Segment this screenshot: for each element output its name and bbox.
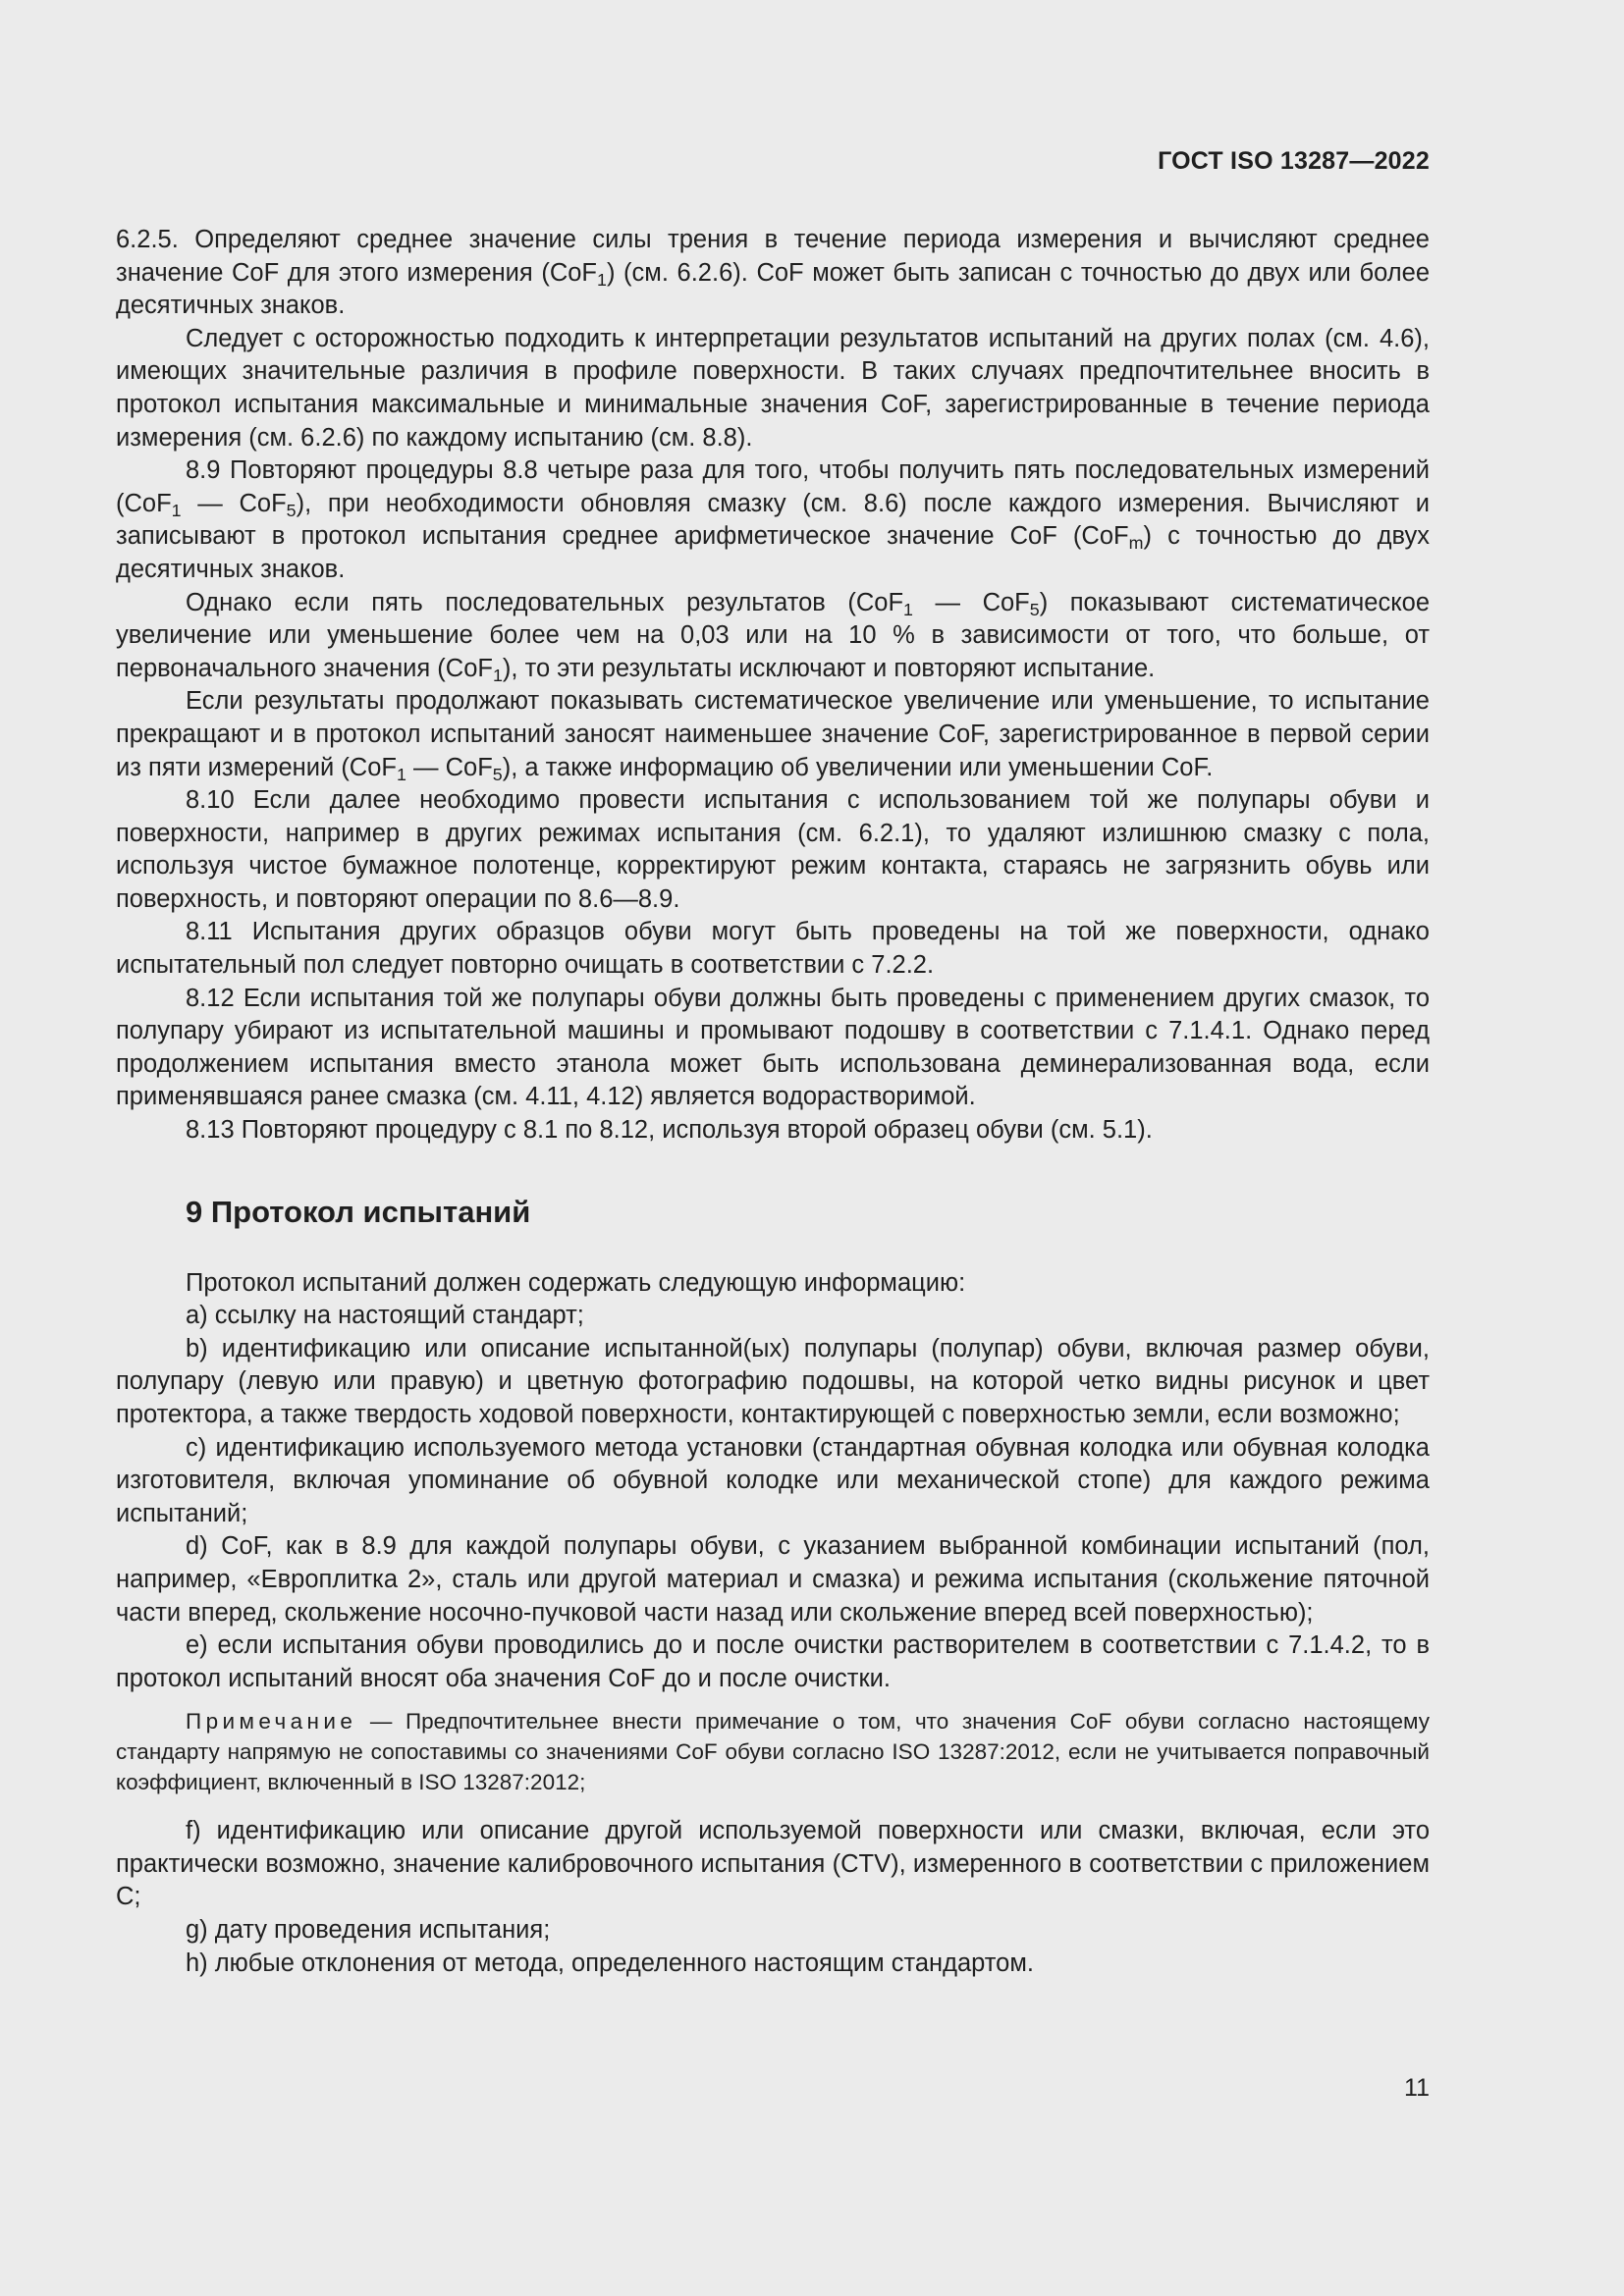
list-item-f: f) идентификацию или описание другой используемой поверхности или смазки, включая, если это практически возможно, значение калибровочного испытания (CTV), измеренного в соответствии с приложением C; xyxy=(116,1817,1430,1911)
paragraph-caution: Следует с осторожностью подходить к интерпретации результатов испытаний на других полах (см. 4.6), имеющих значительные различия в профиле поверхности. В таких случаях предпочтительнее вносить в протокол испытания максимальные и минимальные значения CoF, зарегистрированные в течение периода измерения (см. 6.2.6) по каждому испытанию (см. 8.8). xyxy=(116,324,1430,452)
note-block xyxy=(116,1707,1430,1797)
page-number: 11 xyxy=(1404,2074,1430,2102)
page-body xyxy=(116,224,1430,1980)
list-item-c: c) идентификацию используемого метода установки (стандартная обувная колодка или обувная колодка изготовителя, включая упоминание об обувной колодке или механической стопе) для каждого режима испытаний; xyxy=(116,1433,1430,1527)
section-heading: 9 Протокол испытаний xyxy=(186,1194,531,1229)
list-item-b: b) идентификацию или описание испытанной(ых) полупары (полупар) обуви, включая размер обуви, полупару (левую или правую) и цветную фотографию подошвы, на которой четко видны рисунок и цвет протектора, а также твердость ходовой поверхности, контактирующей с поверхностью земли, если возможно; xyxy=(116,1334,1430,1428)
note-label: Примечание xyxy=(186,1709,357,1735)
paragraph-8-11: 8.11 Испытания других образцов обуви могут быть проведены на той же поверхности, однако испытательный пол следует повторно очищать в соответствии с 7.2.2. xyxy=(116,918,1430,980)
list-item-h: h) любые отклонения от метода, определенного настоящим стандартом. xyxy=(186,1949,1034,1977)
paragraph-test-stop: Если результаты продолжают показывать систематическое увеличение или уменьшение, то испытание прекращают и в протокол испытаний заносят наименьшее значение CoF, зарегистрированное в первой серии из пяти измерений (CoF$_1$ — CoF$_5$), а также информацию об увеличении или уменьшении CoF. xyxy=(116,687,1430,784)
paragraph-8-12: 8.12 Если испытания той же полупары обуви должны быть проведены с применением других смазок, то полупару убирают из испытательной машины и промывают подошву в соответствии с 7.1.4.1. Однако перед продолжением испытания вместо этанола может быть использована деминерализованная вода, если применявшаяся ранее смазка (см. 4.11, 4.12) является водорастворимой. xyxy=(116,984,1430,1111)
paragraph-systematic-change: Однако если пять последовательных результатов (CoF$_1$ — CoF$_5$) показывают систематическое увеличение или уменьшение более чем на 0,03 или на 10 % в зависимости от того, что больше, от первоначального значения (CoF$_1$), то эти результаты исключают и повторяют испытание. xyxy=(116,588,1431,685)
note-text: — Предпочтительнее внести примечание о том, что значения CoF обуви согласно настоящему стандарту напрямую не сопоставимы со значениями CoF обуви согласно ISO 13287:2012, если не учитывается поправочный коэффициент, включенный в ISO 13287:2012; xyxy=(116,1709,1430,1794)
list-item-a: a) ссылку на настоящий стандарт; xyxy=(186,1302,584,1330)
paragraph-8-13: 8.13 Повторяют процедуру с 8.1 по 8.12, используя второй образец обуви (см. 5.1). xyxy=(186,1116,1153,1145)
document-code-header: ГОСТ ISO 13287—2022 xyxy=(1158,147,1430,175)
paragraph-8-9: 8.9 Повторяют процедуры 8.8 четыре раза для того, чтобы получить пять последовательных измерений (CoF$_1$ — CoF$_5$), при необходимости обновляя смазку (см. 8.6) после каждого измерения. Вычисляют и записывают в протокол испытания среднее арифметическое значение CoF (CoF$_m$) с точностью до двух десятичных знаков. xyxy=(116,456,1430,583)
paragraph-8-10: 8.10 Если далее необходимо провести испытания с использованием той же полупары обуви и поверхности, например в других режимах испытания (см. 6.2.1), то удаляют излишнюю смазку с пола, используя чистое бумажное полотенце, корректируют режим контакта, стараясь не загрязнить обувь или поверхность, и повторяют операции по 8.6—8.9. xyxy=(116,786,1430,913)
list-item-d: d) CoF, как в 8.9 для каждой полупары обуви, с указанием выбранной комбинации испытаний (пол, например, «Европлитка 2», сталь или другой материал и смазка) и режима испытания (скольжение пяточной части вперед, скольжение носочно-пучковой части назад или скольжение вперед всей поверхностью); xyxy=(116,1532,1430,1627)
list-item-e: e) если испытания обуви проводились до и после очистки растворителем в соответствии с 7.1.4.2, то в протокол испытаний вносят оба значения CoF до и после очистки. xyxy=(116,1631,1430,1692)
paragraph-6-2-5: 6.2.5. Определяют среднее значение силы трения в течение периода измерения и вычисляют среднее значение CoF для этого измерения (CoF$_1$) (см. 6.2.6). CoF может быть записан с точностью до двух или более десятичных знаков. xyxy=(116,226,1430,320)
section-intro: Протокол испытаний должен содержать следующую информацию: xyxy=(186,1268,966,1297)
list-item-g: g) дату проведения испытания; xyxy=(186,1915,551,1944)
